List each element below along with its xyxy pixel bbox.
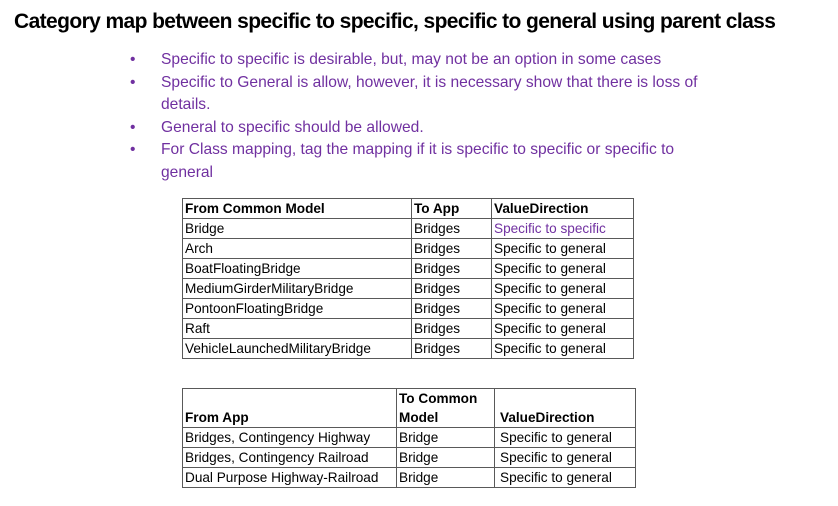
cell-direction: Specific to general <box>492 239 634 259</box>
bullet-dot-icon: • <box>130 51 136 68</box>
cell-from: Raft <box>183 319 412 339</box>
table-row <box>183 319 634 339</box>
cell-direction: Specific to general <box>492 259 634 279</box>
bullet-text: Specific to General is allow, however, it is necessary show that there is loss of details. <box>161 73 698 113</box>
column-header-from-common-model: From Common Model <box>183 199 412 219</box>
cell-to: Bridges <box>412 219 492 239</box>
table-row <box>183 468 636 488</box>
column-header-from-app: From App <box>183 389 397 428</box>
bullet-text: Specific to specific is desirable, but, may not be an option in some cases <box>161 51 662 68</box>
bullet-dot-icon: • <box>130 118 136 136</box>
table-row <box>183 299 634 319</box>
common-to-app-table <box>182 198 634 359</box>
bullet-item <box>127 117 727 140</box>
table-row <box>183 259 634 279</box>
column-header-value-direction: ValueDirection <box>492 199 634 219</box>
table-row <box>183 428 636 448</box>
cell-direction: Specific to general <box>495 448 636 468</box>
cell-from: Bridges, Contingency Railroad <box>183 448 397 468</box>
cell-to: Bridges <box>412 259 492 279</box>
cell-from: Dual Purpose Highway-Railroad <box>183 468 397 488</box>
cell-from: BoatFloatingBridge <box>183 259 412 279</box>
bullet-text: General to specific should be allowed. <box>161 118 424 136</box>
cell-direction: Specific to general <box>492 279 634 299</box>
cell-to: Bridges <box>412 239 492 259</box>
bullet-text: For Class mapping, tag the mapping if it is specific to specific or specific to general <box>161 141 675 181</box>
column-header-to-common-model: To Common Model <box>397 389 495 428</box>
cell-direction: Specific to specific <box>492 219 634 239</box>
cell-direction: Specific to general <box>492 339 634 359</box>
cell-direction: Specific to general <box>495 468 636 488</box>
table-header-row <box>183 389 636 428</box>
bullet-dot-icon: • <box>130 73 136 91</box>
table-header-row <box>183 199 634 219</box>
cell-to: Bridges <box>412 299 492 319</box>
cell-from: Arch <box>183 239 412 259</box>
bullet-item <box>127 139 727 184</box>
cell-to: Bridges <box>412 339 492 359</box>
cell-from: VehicleLaunchedMilitaryBridge <box>183 339 412 359</box>
cell-to: Bridges <box>412 319 492 339</box>
table-row <box>183 448 636 468</box>
bullet-item <box>127 49 727 72</box>
cell-direction: Specific to general <box>495 428 636 448</box>
table-row <box>183 219 634 239</box>
app-to-common-table <box>182 388 636 488</box>
column-header-value-direction: ValueDirection <box>495 389 636 428</box>
bullet-list <box>127 49 727 184</box>
cell-from: PontoonFloatingBridge <box>183 299 412 319</box>
slide-title: Category map between specific to specific, specific to general using parent class <box>14 10 776 33</box>
cell-to: Bridge <box>397 428 495 448</box>
cell-to: Bridges <box>412 279 492 299</box>
cell-to: Bridge <box>397 468 495 488</box>
bullet-item <box>127 72 727 117</box>
cell-from: MediumGirderMilitaryBridge <box>183 279 412 299</box>
cell-from: Bridge <box>183 219 412 239</box>
table-row <box>183 279 634 299</box>
cell-direction: Specific to general <box>492 319 634 339</box>
cell-to: Bridge <box>397 448 495 468</box>
table-row <box>183 239 634 259</box>
bullet-dot-icon: • <box>130 141 136 158</box>
column-header-to-app: To App <box>412 199 492 219</box>
cell-from: Bridges, Contingency Highway <box>183 428 397 448</box>
cell-direction: Specific to general <box>492 299 634 319</box>
table-row <box>183 339 634 359</box>
